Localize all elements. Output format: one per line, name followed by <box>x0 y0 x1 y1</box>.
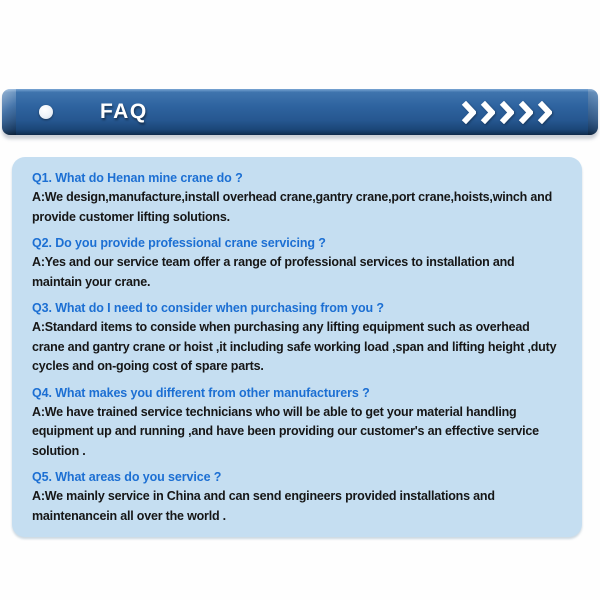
faq-question: Q5. What areas do you service ? <box>32 470 222 484</box>
faq-answer: A:Standard items to conside when purchasing any lifting equipment such as overhead crane and gantry crane or hoist ,it including safe working load ,span and lifting height ,duty cycles and on-going cost of spare parts. <box>32 320 557 373</box>
faq-question: Q2. Do you provide professional crane servicing ? <box>32 236 326 250</box>
faq-answer: A:Yes and our service team offer a range of professional services to installation and maintain your crane. <box>32 255 515 289</box>
chevron-right-icon <box>461 101 476 124</box>
faq-item <box>32 298 564 377</box>
faq-question: Q4. What makes you different from other manufacturers ? <box>32 385 370 400</box>
chevron-right-icon <box>499 101 514 124</box>
faq-answer: A:We have trained service technicians who will be able to get your material handling equipment up and running ,and have been providing our customer's an effective service solution . <box>32 404 539 458</box>
faq-item <box>32 467 564 526</box>
faq-panel <box>12 157 582 537</box>
chevrons-group-icon <box>461 101 552 124</box>
faq-question: Q1. What do Henan mine crane do ? <box>32 171 243 185</box>
faq-question: Q3. What do I need to consider when purchasing from you ? <box>32 301 384 315</box>
chevron-right-icon <box>518 101 533 124</box>
faq-item <box>32 168 564 227</box>
faq-answer: A:We design,manufacture,install overhead crane,gantry crane,port crane,hoists,winch and provide customer lifting solutions. <box>32 190 553 224</box>
faq-answer: A:We mainly service in China and can send engineers provided installations and maintenancein all over the world . <box>32 489 495 523</box>
bullet-circle-icon <box>39 105 53 119</box>
faq-item <box>32 233 564 292</box>
page-title: FAQ <box>100 100 148 123</box>
faq-item <box>32 383 564 462</box>
chevron-right-icon <box>537 101 552 124</box>
chevron-right-icon <box>480 101 495 124</box>
faq-header-bar <box>2 89 598 135</box>
